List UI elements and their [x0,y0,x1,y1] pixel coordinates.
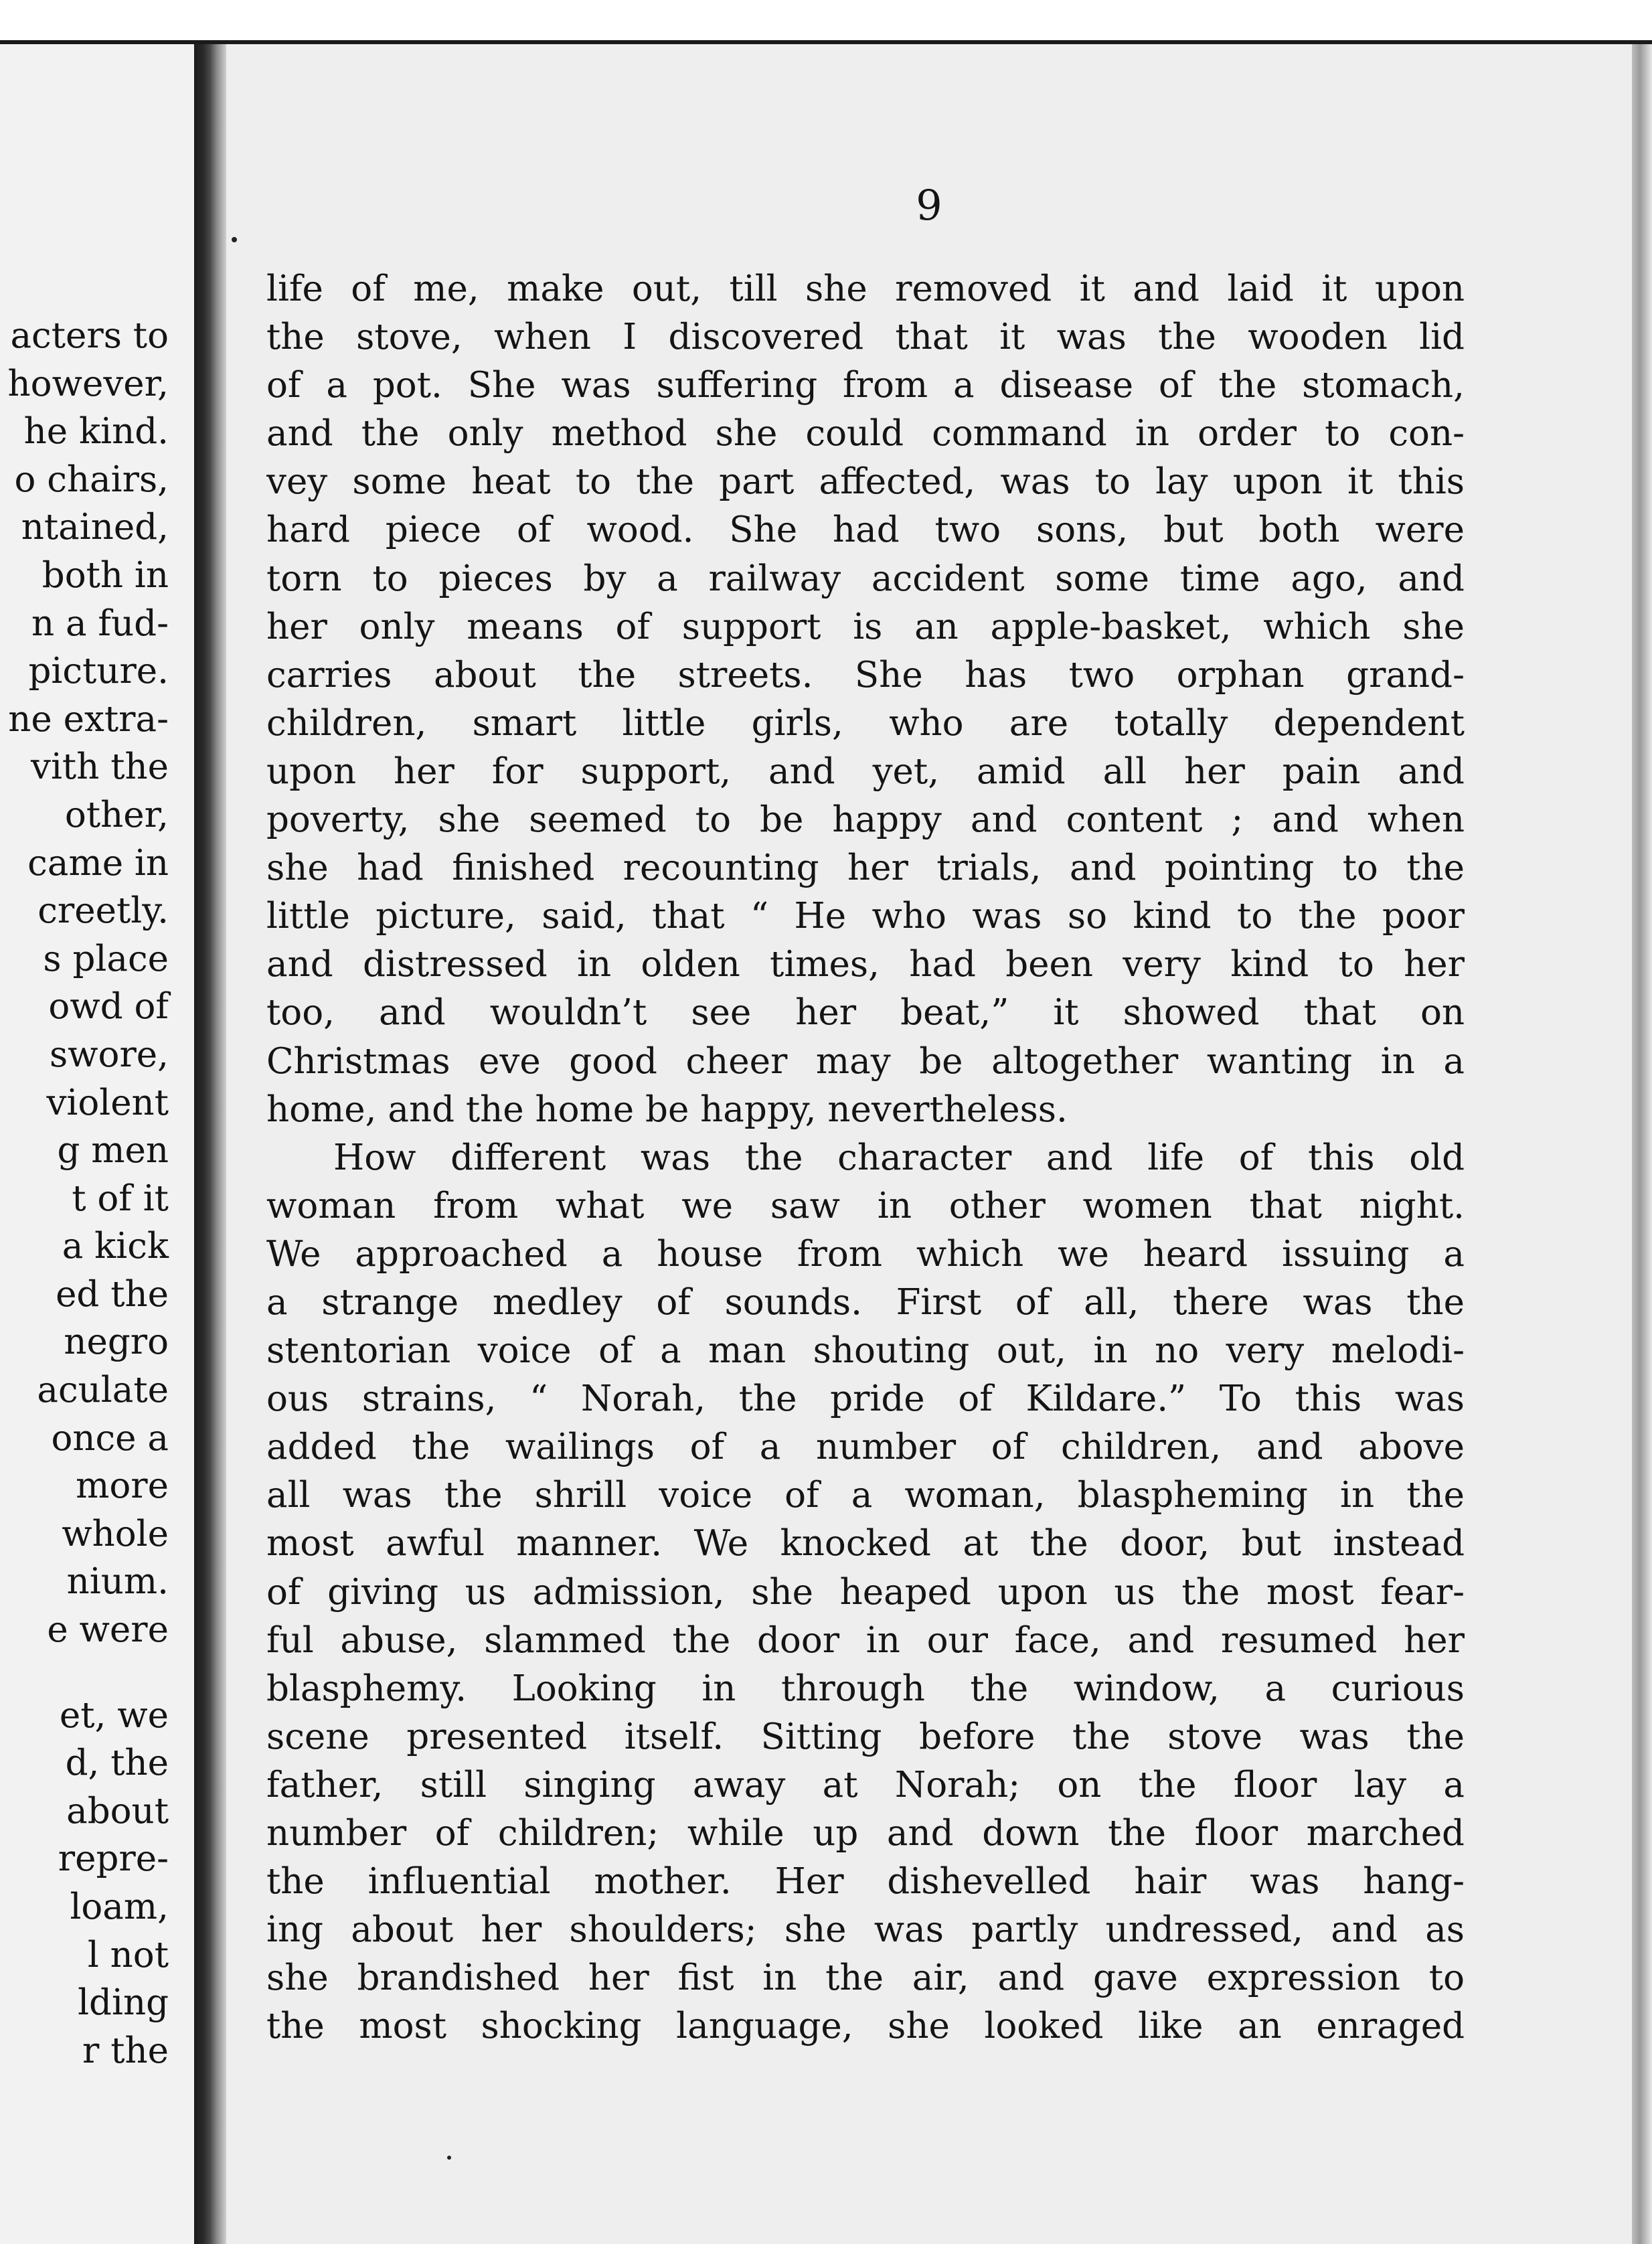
facing-page-line-fragment: about [66,1790,169,1832]
facing-page-line-fragment: acters to [10,315,169,356]
facing-page-line-fragment: ntained, [21,507,169,548]
text-line: little picture, said, that “ He who was so kind to the poor [266,896,1465,937]
facing-page-line-fragment: r the [82,2030,169,2071]
text-line: stentorian voice of a man shouting out, in no very melodi- [266,1330,1465,1372]
text-line: the influential mother. Her dishevelled hair was hang- [266,1861,1465,1903]
text-line: woman from what we saw in other women that night. [266,1185,1465,1226]
text-line: scene presented itself. Sitting before the stove was the [266,1716,1465,1757]
facing-page-line-fragment: violent [46,1082,169,1123]
book-gutter [194,44,226,2244]
text-line: and distressed in olden times, had been very kind to her [266,944,1465,985]
facing-page-line-fragment: owd of [48,986,169,1028]
facing-page-left [0,44,194,2244]
facing-page-line-fragment: negro [64,1321,169,1363]
facing-page-line-fragment: creetly. [37,890,169,932]
facing-page-line-fragment: loam, [70,1887,169,1927]
facing-page-line-fragment: once a [51,1417,169,1459]
facing-page-line-fragment: other, [64,794,169,835]
text-line: the most shocking language, she looked like an enraged [266,2006,1465,2047]
text-line: hard piece of wood. She had two sons, but both were [266,509,1465,551]
facing-page-line-fragment: he kind. [23,411,169,453]
facing-page-line-fragment: e were [47,1609,169,1651]
facing-page-line-fragment: swore, [49,1034,169,1075]
facing-page-line-fragment: t of it [72,1178,169,1219]
text-line: upon her for support, and yet, amid all her pain and [266,750,1465,792]
text-line: blasphemy. Looking in through the window, a curious [266,1668,1465,1709]
page-edge-right [1632,44,1652,2244]
text-line: and the only method she could command in order to con- [266,413,1465,455]
facing-page-line-fragment: more [76,1465,169,1507]
text-line: poverty, she seemed to be happy and content ; and when [266,799,1465,841]
facing-page-line-fragment: picture. [28,651,169,692]
facing-page-line-fragment: lding [78,1982,169,2024]
facing-page-line-fragment: ed the [56,1273,169,1315]
text-line: children, smart little girls, who are totally dependent [266,702,1465,744]
text-line: too, and wouldn’t see her beat,” it showed that on [266,992,1465,1034]
text-line: vey some heat to the part affected, was to lay upon it this [266,461,1465,503]
facing-page-line-fragment: s place [43,938,169,979]
facing-page-line-fragment: g men [57,1130,169,1172]
ink-speck [232,237,237,242]
ink-speck [447,2156,451,2160]
facing-page-text [0,312,194,2075]
facing-page-line-fragment: ne extra- [8,698,169,740]
text-line: torn to pieces by a railway accident some time ago, and [266,558,1465,599]
text-line: father, still singing away at Norah; on the floor lay a [266,1764,1465,1806]
facing-page-line-fragment: aculate [37,1370,169,1411]
text-line: her only means of support is an apple-basket, which she [266,606,1465,647]
facing-page-line-fragment: vith the [31,746,169,788]
facing-page-line-fragment: came in [27,842,169,884]
text-line: added the wailings of a number of children, and above [266,1427,1465,1468]
text-line: all was the shrill voice of a woman, blaspheming in the [266,1475,1465,1516]
text-line: of giving us admission, she heaped upon us the most fear- [266,1571,1465,1613]
book-page [226,44,1632,2244]
text-line: ing about her shoulders; she was partly undressed, and as [266,1909,1465,1951]
facing-page-line-fragment: a kick [62,1226,169,1267]
text-line: home, and the home be happy, nevertheless. [266,1089,1068,1130]
scan-top-border [0,0,1652,44]
text-line: How different was the character and life of this old [333,1137,1465,1178]
text-line: she had finished recounting her trials, and pointing to the [266,848,1465,889]
facing-page-line-fragment: both in [42,554,169,596]
page-number: 9 [916,181,942,230]
facing-page-line-fragment: whole [62,1513,169,1554]
facing-page-line-fragment: et, we [59,1694,169,1736]
facing-page-line-fragment: n a fud- [31,603,169,644]
text-line: of a pot. She was suffering from a disease of the stomach, [266,365,1465,406]
facing-page-line-fragment: l not [87,1934,169,1976]
text-line: ful abuse, slammed the door in our face, and resumed her [266,1619,1465,1661]
facing-page-line-fragment: d, the [65,1743,169,1784]
text-line: carries about the streets. She has two orphan grand- [266,654,1465,696]
text-line: a strange medley of sounds. First of all, there was the [266,1281,1465,1323]
body-text [266,265,1465,2051]
text-line: number of children; while up and down the floor marched [266,1813,1465,1854]
facing-page-line-fragment: nium. [66,1561,169,1603]
facing-page-line-fragment: however, [7,363,169,404]
text-line: the stove, when I discovered that it was the wooden lid [266,317,1465,358]
facing-page-line-fragment: repre- [58,1838,169,1880]
text-line: most awful manner. We knocked at the door, but instead [266,1523,1465,1565]
text-line: We approached a house from which we heard issuing a [266,1233,1465,1275]
text-line: she brandished her fist in the air, and gave expression to [266,1957,1465,1999]
text-line: Christmas eve good cheer may be altogether wanting in a [266,1040,1465,1082]
facing-page-line-fragment: o chairs, [14,459,169,500]
text-line: life of me, make out, till she removed it and laid it upon [266,268,1465,309]
text-line: ous strains, “ Norah, the pride of Kildare.” To this was [266,1378,1465,1420]
